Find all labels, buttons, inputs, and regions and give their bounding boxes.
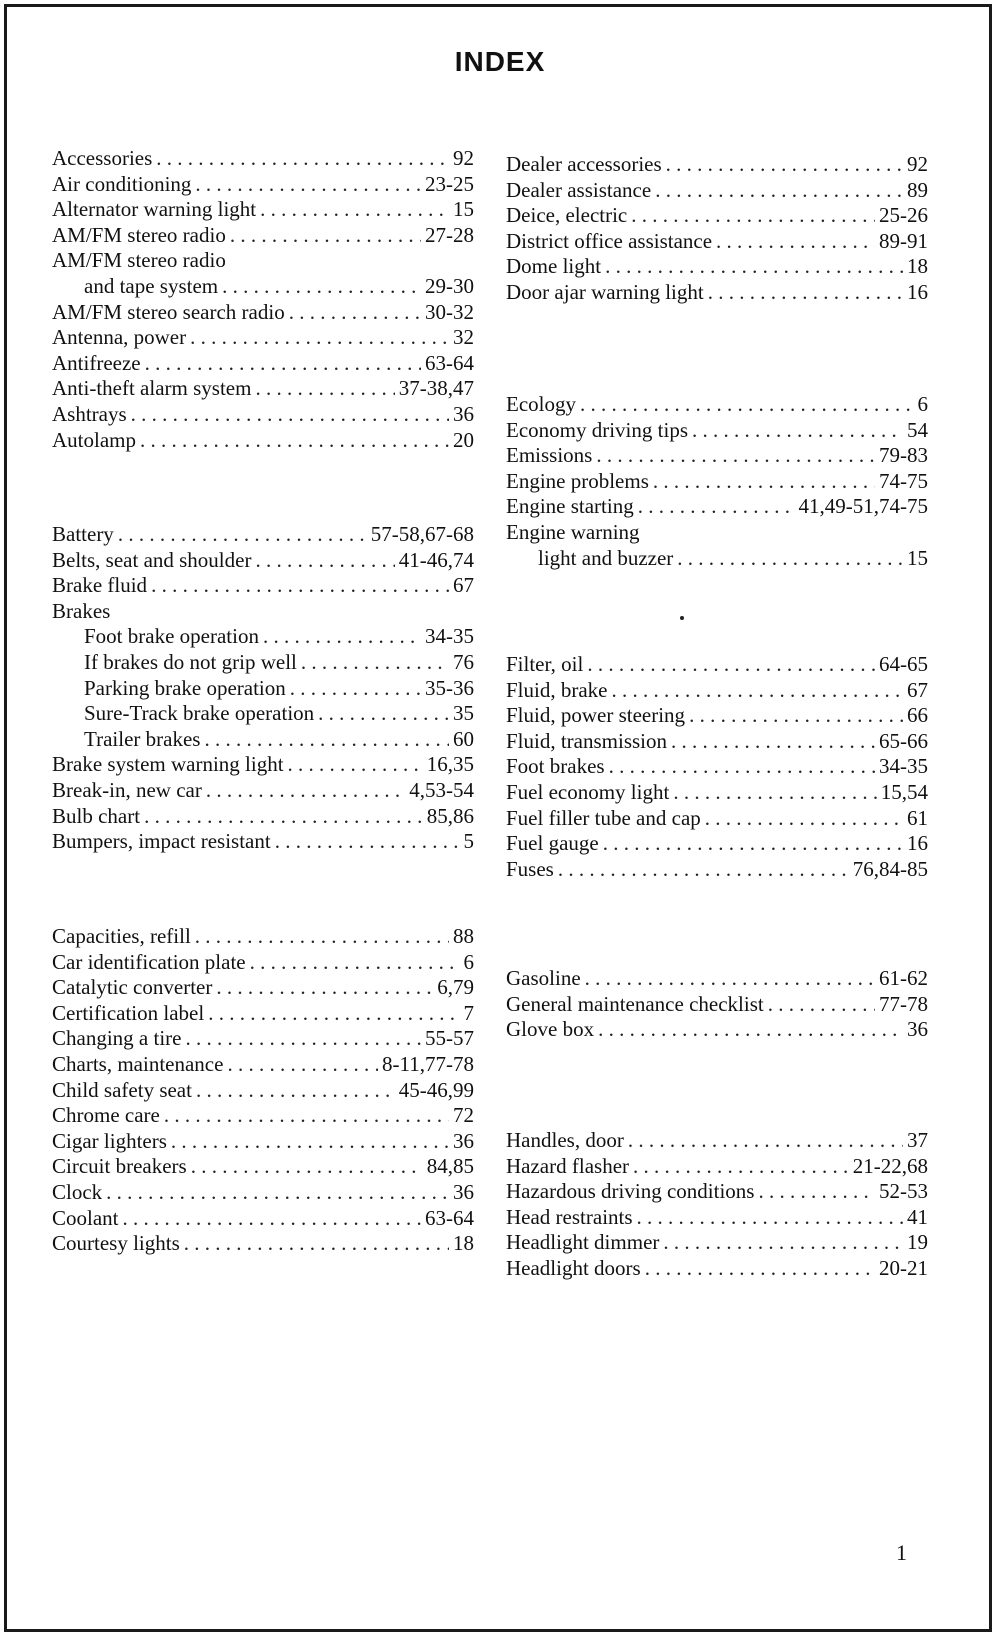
index-entry [506, 703, 928, 729]
dot-leader [663, 1230, 903, 1256]
index-entry-label: Fluid, brake [506, 677, 608, 702]
index-entry [52, 376, 474, 402]
index-entry-pages: 41-46,74 [398, 547, 474, 572]
index-entry-label: Deice, electric [506, 203, 628, 228]
index-entry-pages: 18 [453, 1231, 474, 1256]
dot-leader [204, 727, 449, 753]
index-entry [52, 676, 474, 702]
index-entry-label: Glove box [506, 1017, 595, 1042]
index-entry-label: Sure-Track brake operation [84, 701, 315, 726]
index-entry-pages: 74-75 [879, 468, 928, 493]
index-entry-pages: 15,54 [880, 779, 928, 804]
dot-leader [638, 494, 795, 520]
dot-leader [216, 975, 433, 1001]
dot-leader [653, 469, 875, 495]
dot-leader [587, 652, 875, 678]
dot-leader [677, 546, 903, 572]
index-entry-pages: 4,53-54 [409, 777, 474, 802]
index-entry [52, 1078, 474, 1104]
index-entry-label: Catalytic converter [52, 975, 213, 1000]
index-entry [506, 966, 928, 992]
index-entry [52, 522, 474, 548]
index-entry [52, 197, 474, 223]
dot-leader [206, 778, 405, 804]
index-entry-label: Certification label [52, 1000, 205, 1025]
index-entry [52, 1154, 474, 1180]
index-entry-pages: 89 [907, 177, 928, 202]
index-entry-pages: 57-58,67-68 [370, 522, 474, 546]
dot-leader [289, 300, 421, 326]
dot-leader [171, 1129, 449, 1155]
index-entry-label: AM/FM stereo search radio [52, 299, 285, 324]
index-entry-pages: 37 [907, 1128, 928, 1152]
index-entry-label: Capacities, refill [52, 924, 191, 948]
dot-leader [609, 754, 875, 780]
index-entry-pages: 16 [907, 831, 928, 856]
index-entry-pages: 61-62 [879, 966, 928, 990]
index-entry-pages: 25-26 [879, 203, 928, 228]
index-entry-label: Bumpers, impact resistant [52, 829, 271, 854]
index-entry [52, 548, 474, 574]
dot-leader [250, 950, 460, 976]
dot-leader [230, 223, 421, 249]
dot-leader [689, 703, 903, 729]
index-entry [506, 494, 928, 520]
dot-leader [184, 1231, 449, 1257]
dot-leader [263, 624, 421, 650]
index-entry-label: Filter, oil [506, 652, 584, 676]
index-entry-pages: 6,79 [437, 975, 474, 1000]
index-entry-label: Trailer brakes [84, 726, 201, 751]
index-entry [52, 599, 474, 625]
index-entry-label: Dealer accessories [506, 152, 662, 176]
index-entry [506, 229, 928, 255]
index-entry [506, 152, 928, 178]
index-entry [52, 402, 474, 428]
index-entry-pages: 6 [917, 392, 928, 416]
dot-leader [318, 701, 449, 727]
index-entry-pages: 34-35 [425, 624, 474, 649]
print-speck [680, 616, 684, 620]
index-entry [506, 857, 928, 883]
index-entry [52, 650, 474, 676]
dot-leader [637, 1205, 903, 1231]
index-entry [52, 300, 474, 326]
index-entry-label: Accessories [52, 146, 153, 170]
index-entry-pages: 77-78 [879, 991, 928, 1016]
index-entry-pages: 36 [907, 1017, 928, 1042]
index-entry-pages: 5 [463, 829, 474, 854]
index-entry-label: Anti-theft alarm system [52, 376, 252, 401]
index-entry [52, 752, 474, 778]
index-entry-pages: 88 [453, 924, 474, 948]
index-entry [52, 701, 474, 727]
index-entry-label: Clock [52, 1179, 103, 1204]
index-entry-pages: 6 [463, 949, 474, 974]
index-entry-pages: 84,85 [426, 1154, 474, 1179]
index-entry [506, 203, 928, 229]
index-entry [506, 806, 928, 832]
index-entry [52, 727, 474, 753]
index-entry [506, 1205, 928, 1231]
index-entry-label: Fuel gauge [506, 831, 599, 856]
index-group-h [506, 1128, 928, 1282]
dot-leader [290, 676, 421, 702]
index-entry [52, 1206, 474, 1232]
index-entry-label: Engine problems [506, 468, 649, 493]
index-entry-label: District office assistance [506, 228, 713, 253]
index-entry-label: Air conditioning [52, 171, 192, 196]
dot-leader [716, 229, 875, 255]
dot-leader [151, 573, 449, 599]
index-entry-label: Antifreeze [52, 350, 141, 375]
index-entry [52, 1001, 474, 1027]
index-entry-label: Door ajar warning light [506, 279, 704, 304]
index-entry [52, 950, 474, 976]
index-entry-label: Gasoline [506, 966, 581, 990]
index-entry-pages: 19 [907, 1230, 928, 1255]
index-entry-pages: 21-22,68 [852, 1153, 928, 1178]
dot-leader [580, 392, 914, 418]
dot-leader [144, 804, 423, 830]
index-entry-label: Hazardous driving conditions [506, 1179, 755, 1204]
index-entry [52, 778, 474, 804]
dot-leader [145, 351, 421, 377]
index-entry-label: Coolant [52, 1205, 119, 1230]
index-entry-label: Car identification plate [52, 949, 246, 974]
dot-leader [758, 1179, 875, 1205]
index-entry-pages: 79-83 [879, 443, 928, 468]
index-entry [52, 573, 474, 599]
index-entry [506, 1179, 928, 1205]
index-entry-label: Alternator warning light [52, 197, 257, 222]
index-entry-label: Dome light [506, 254, 602, 279]
index-entry [506, 754, 928, 780]
index-entry [52, 829, 474, 855]
index-entry-pages: 8-11,77-78 [382, 1051, 474, 1076]
index-entry [52, 351, 474, 377]
index-entry-pages: 66 [907, 703, 928, 728]
index-entry-label: Changing a tire [52, 1026, 182, 1051]
index-entry [52, 223, 474, 249]
dot-leader [605, 254, 903, 280]
dot-leader [260, 197, 449, 223]
index-entry-pages: 20-21 [879, 1255, 928, 1280]
index-entry-label: Handles, door [506, 1128, 624, 1152]
index-group-b [52, 522, 474, 855]
index-entry [52, 248, 474, 274]
index-entry [506, 831, 928, 857]
index-entry [506, 443, 928, 469]
index-entry-label: Emissions [506, 443, 593, 468]
index-entry-pages: 36 [453, 1179, 474, 1204]
index-group-c [52, 924, 474, 1257]
index-entry [52, 975, 474, 1001]
index-entry [506, 678, 928, 704]
index-entry-pages: 67 [907, 677, 928, 702]
index-entry-label: Engine warning [506, 519, 640, 544]
index-entry-label: Fuel filler tube and cap [506, 805, 701, 830]
index-entry-label: Brakes [52, 598, 111, 623]
index-entry [506, 546, 928, 572]
index-entry-label: Dealer assistance [506, 177, 652, 202]
index-entry [506, 280, 928, 306]
dot-leader [222, 274, 421, 300]
index-group-g [506, 966, 928, 1043]
index-entry-pages: 27-28 [425, 222, 474, 247]
index-entry-label: Ecology [506, 392, 576, 416]
index-entry [506, 520, 928, 546]
index-entry [52, 428, 474, 454]
dot-leader [190, 325, 449, 351]
index-entry-label: Fluid, transmission [506, 728, 668, 753]
index-entry-pages: 67 [453, 573, 474, 598]
dot-leader [596, 443, 875, 469]
index-entry-pages: 45-46,99 [398, 1077, 474, 1102]
index-entry-pages: 63-64 [425, 1205, 474, 1230]
index-entry-label: Foot brakes [506, 754, 605, 779]
index-entry-label: light and buzzer [538, 545, 674, 570]
dot-leader [708, 280, 903, 306]
index-entry-label: Break-in, new car [52, 777, 202, 802]
index-entry [506, 1154, 928, 1180]
index-entry-pages: 23-25 [425, 171, 474, 196]
index-entry [52, 1129, 474, 1155]
index-entry-label: Foot brake operation [84, 624, 259, 649]
dot-leader [628, 1128, 903, 1154]
dot-leader [208, 1001, 459, 1027]
index-entry-pages: 89-91 [879, 228, 928, 253]
dot-leader [164, 1103, 449, 1129]
index-entry-label: Head restraints [506, 1204, 633, 1229]
index-entry-pages: 41 [907, 1204, 928, 1229]
index-entry-pages: 64-65 [879, 652, 928, 676]
index-entry [52, 1026, 474, 1052]
dot-leader [275, 829, 460, 855]
page-number: 1 [896, 1540, 907, 1565]
dot-leader [558, 857, 849, 883]
index-entry-pages: 16,35 [426, 752, 474, 777]
dot-leader [631, 203, 875, 229]
index-entry [506, 469, 928, 495]
index-entry-pages: 35 [453, 701, 474, 726]
dot-leader [255, 548, 394, 574]
index-entry-pages: 72 [453, 1103, 474, 1128]
index-entry-label: AM/FM stereo radio [52, 222, 226, 247]
index-entry-pages: 54 [907, 417, 928, 442]
dot-leader [611, 678, 903, 704]
index-entry-pages: 15 [453, 197, 474, 222]
index-entry-pages: 65-66 [879, 728, 928, 753]
index-entry-label: Battery [52, 522, 114, 546]
dot-leader [603, 831, 903, 857]
dot-leader [655, 178, 903, 204]
index-entry-pages: 61 [907, 805, 928, 830]
index-entry-pages: 34-35 [879, 754, 928, 779]
dot-leader [196, 1078, 395, 1104]
index-entry [52, 1231, 474, 1257]
index-entry-label: Fuel economy light [506, 779, 670, 804]
index-entry-label: If brakes do not grip well [84, 649, 297, 674]
index-entry-label: Brake system warning light [52, 752, 284, 777]
index-entry [52, 924, 474, 950]
index-entry-label: Headlight dimmer [506, 1230, 660, 1255]
index-entry-pages: 7 [463, 1000, 474, 1025]
dot-leader [705, 806, 903, 832]
dot-leader [671, 729, 875, 755]
index-entry-label: Fuses [506, 856, 554, 881]
dot-leader [301, 650, 449, 676]
dot-leader [195, 172, 421, 198]
index-entry-pages: 30-32 [425, 299, 474, 324]
index-entry-pages: 18 [907, 254, 928, 279]
index-entry [52, 146, 474, 172]
dot-leader [288, 752, 423, 778]
index-entry [52, 1180, 474, 1206]
index-entry [506, 652, 928, 678]
index-entry [506, 1256, 928, 1282]
dot-leader [633, 1154, 849, 1180]
index-entry-label: Charts, maintenance [52, 1051, 224, 1076]
dot-leader [123, 1206, 422, 1232]
index-group-d [506, 152, 928, 306]
index-entry-pages: 16 [907, 279, 928, 304]
index-entry [506, 729, 928, 755]
dot-leader [140, 428, 449, 454]
index-entry-pages: 52-53 [879, 1179, 928, 1204]
index-group-f [506, 652, 928, 882]
dot-leader [195, 924, 449, 950]
index-entry-label: Parking brake operation [84, 675, 286, 700]
index-entry-pages: 35-36 [425, 675, 474, 700]
index-entry-pages: 29-30 [425, 273, 474, 298]
index-entry-label: Chrome care [52, 1103, 160, 1128]
index-group-e [506, 392, 928, 571]
dot-leader [598, 1017, 903, 1043]
index-entry-pages: 60 [453, 726, 474, 751]
index-entry-pages: 36 [453, 1128, 474, 1153]
index-entry-label: Fluid, power steering [506, 703, 686, 728]
index-entry-label: General maintenance checklist [506, 991, 764, 1016]
index-entry-pages: 37-38,47 [398, 376, 474, 401]
index-entry [506, 780, 928, 806]
dot-leader [118, 522, 367, 548]
dot-leader [185, 1026, 421, 1052]
index-entry-label: Antenna, power [52, 325, 187, 350]
index-entry-label: Hazard flasher [506, 1153, 630, 1178]
index-entry-pages: 55-57 [425, 1026, 474, 1051]
dot-leader [673, 780, 876, 806]
dot-leader [131, 402, 449, 428]
index-entry-label: Headlight doors [506, 1255, 641, 1280]
page-title: INDEX [454, 46, 546, 77]
index-entry [52, 804, 474, 830]
index-entry-label: Ashtrays [52, 401, 127, 426]
index-entry [506, 178, 928, 204]
index-entry [506, 254, 928, 280]
index-entry-label: Economy driving tips [506, 417, 688, 442]
index-entry [52, 1103, 474, 1129]
dot-leader [666, 152, 903, 178]
index-entry-pages: 92 [453, 146, 474, 170]
index-entry [506, 1128, 928, 1154]
dot-leader [156, 146, 449, 172]
index-entry [506, 1230, 928, 1256]
index-entry-label: Autolamp [52, 427, 136, 452]
index-entry [52, 1052, 474, 1078]
index-entry-pages: 36 [453, 401, 474, 426]
index-entry-pages: 20 [453, 427, 474, 452]
dot-leader [255, 376, 394, 402]
dot-leader [106, 1180, 449, 1206]
index-entry-pages: 32 [453, 325, 474, 350]
index-entry-pages: 85,86 [426, 803, 474, 828]
index-entry-label: Cigar lighters [52, 1128, 167, 1153]
index-entry-label: Courtesy lights [52, 1231, 180, 1256]
index-entry [506, 1017, 928, 1043]
index-entry-label: Child safety seat [52, 1077, 192, 1102]
dot-leader [191, 1154, 423, 1180]
index-group-a [52, 146, 474, 453]
dot-leader [768, 992, 875, 1018]
index-entry [52, 624, 474, 650]
index-entry-pages: 92 [907, 152, 928, 176]
dot-leader [585, 966, 875, 992]
dot-leader [692, 418, 903, 444]
index-entry [52, 274, 474, 300]
index-entry-label: AM/FM stereo radio [52, 248, 226, 273]
index-entry [506, 392, 928, 418]
index-entry-label: and tape system [84, 273, 219, 298]
index-entry [52, 172, 474, 198]
index-entry-pages: 76,84-85 [852, 856, 928, 881]
index-entry-pages: 41,49-51,74-75 [798, 494, 928, 519]
index-entry [52, 325, 474, 351]
index-entry-label: Circuit breakers [52, 1154, 187, 1179]
index-entry-label: Bulb chart [52, 803, 141, 828]
index-entry-label: Brake fluid [52, 573, 148, 598]
index-entry [506, 992, 928, 1018]
index-entry-pages: 15 [907, 545, 928, 570]
dot-leader [227, 1052, 378, 1078]
index-entry-pages: 76 [453, 649, 474, 674]
index-entry-label: Belts, seat and shoulder [52, 547, 252, 572]
index-entry-pages: 63-64 [425, 350, 474, 375]
index-entry-label: Engine starting [506, 494, 634, 519]
index-entry [506, 418, 928, 444]
dot-leader [645, 1256, 875, 1282]
